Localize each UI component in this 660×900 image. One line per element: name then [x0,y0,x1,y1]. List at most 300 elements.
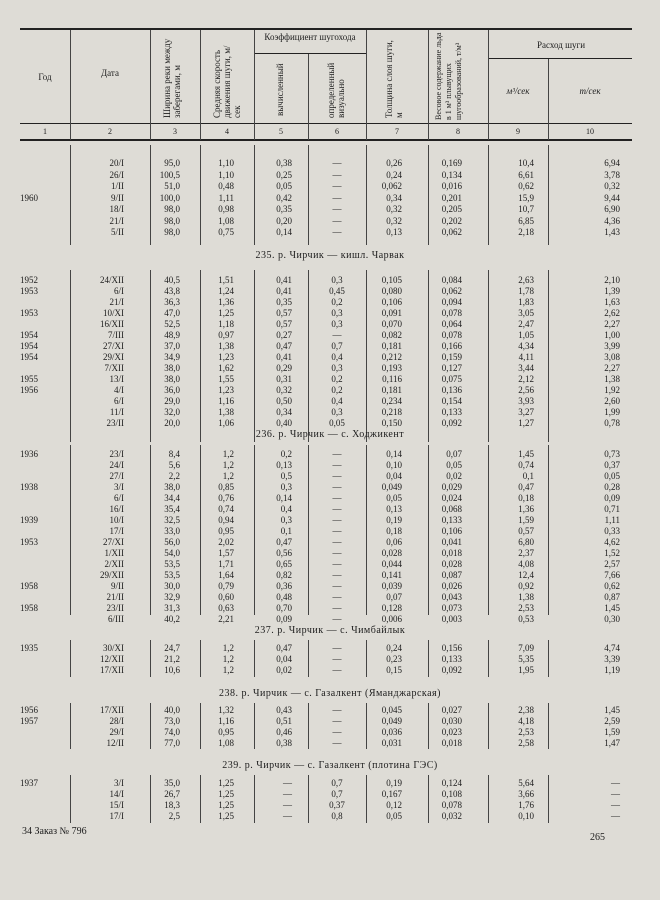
table-cell: 0,18 [386,526,402,536]
table-cell: — [332,471,342,481]
table-cell: 37,0 [164,341,180,351]
table-cell: 1,06 [218,418,234,428]
table-cell: — [332,727,342,737]
table-cell: 1953 [20,308,38,318]
table-cell: 0,3 [280,482,292,492]
table-cell: 0,32 [386,215,402,226]
section-title: 235. р. Чирчик — кишл. Чарвак [255,250,405,261]
column-number: 10 [586,127,594,136]
table-cell: 0,45 [329,286,345,296]
table-cell: 0,05 [386,493,402,503]
table-cell: 26/I [109,169,124,180]
table-cell: 2,53 [518,727,534,737]
table-cell: 1936 [20,449,38,459]
table-cell: 3,05 [518,308,534,318]
section-title: 238. р. Чирчик — с. Газалкент (Яманджарская) [219,688,441,699]
table-cell: 2,02 [218,537,234,547]
table-cell: 20/I [109,158,124,168]
table-cell: 1,2 [222,665,234,675]
table-cell: 3,99 [604,341,620,351]
header-flow-t: т/сек [579,86,601,96]
table-cell: 0,5 [280,471,292,481]
table-cell: 0,98 [218,204,234,214]
table-cell: 0,8 [331,811,343,821]
table-cell: 0,154 [441,396,462,406]
header-speed: Средняя скорость движения шуги, м/сек [212,45,242,118]
table-cell: 0,016 [441,181,462,191]
table-row [0,603,660,613]
header-coef-visual: определенный визуально [326,62,346,118]
table-cell: 0,094 [441,297,462,307]
table-cell: 1,25 [218,789,234,799]
table-cell: 1,78 [518,286,534,296]
table-cell: 0,133 [441,515,462,525]
table-cell: 1,99 [604,407,620,417]
header-weight: Весовое содержание льда в 1 м³ плывущих шугообразований, т/м³ [434,32,463,120]
table-cell: 0,029 [441,482,462,492]
table-cell: 1,95 [518,665,534,675]
table-cell: 1952 [20,275,38,285]
table-cell: 4,34 [518,341,534,351]
table-cell: 0,003 [441,614,462,624]
table-cell: 52,5 [164,319,180,329]
table-cell: 1/II [111,181,124,191]
table-row [0,705,660,715]
header-year: Год [38,72,52,82]
table-cell: 1,45 [518,449,534,459]
table-cell: 21,2 [164,654,180,664]
table-cell: 18,3 [164,800,180,810]
table-cell: 16/XII [100,319,124,329]
table-cell: 0,14 [276,227,292,237]
table-cell: 29,0 [164,396,180,406]
table-cell: 0,049 [381,482,402,492]
table-cell: 1,18 [218,319,234,329]
table-cell: 34,4 [164,493,180,503]
table-cell: 0,26 [386,158,402,168]
table-cell: — [332,449,342,459]
table-cell: — [332,158,342,168]
table-cell: — [283,778,292,788]
table-row [0,170,660,180]
table-cell: 0,028 [381,548,402,558]
column-number: 2 [108,127,112,136]
table-cell: 1,45 [604,705,620,715]
table-cell: 2,21 [218,614,234,624]
table-cell: 6/I [114,286,124,296]
section-title: 237. р. Чирчик — с. Чимбайлык [254,625,406,636]
header-divider [488,30,489,140]
page-number: 265 [590,832,605,843]
table-cell: — [332,581,342,591]
table-cell: 1,08 [218,738,234,748]
table-cell: — [611,800,620,810]
table-cell: 0,030 [441,716,462,726]
table-cell: 53,5 [164,559,180,569]
table-cell: — [332,614,342,624]
table-cell: 1953 [20,537,38,547]
table-cell: 0,57 [276,308,292,318]
table-cell: 3/I [114,778,124,788]
table-cell: 0,51 [276,716,292,726]
table-cell: 0,043 [441,592,462,602]
table-cell: 7/XII [104,363,124,373]
table-cell: 12,4 [518,570,534,580]
table-cell: 0,2 [280,449,292,459]
table-cell: 1,59 [518,515,534,525]
table-cell: 1,2 [222,460,234,470]
table-cell: 0,3 [331,308,343,318]
table-row [0,374,660,384]
table-row [0,800,660,810]
table-cell: 0,41 [276,275,292,285]
table-cell: 2,10 [604,275,620,285]
table-row [0,482,660,492]
header-divider [70,30,71,140]
table-cell: 5/II [111,227,124,237]
table-cell: 4,62 [604,537,620,547]
table-cell: 0,07 [446,449,462,459]
table-cell: 0,14 [276,493,292,503]
table-cell: 23/II [106,418,124,428]
table-row [0,537,660,547]
table-cell: 6,90 [604,204,620,214]
table-cell: 38,0 [164,374,180,384]
table-cell: 0,24 [386,169,402,180]
table-cell: 0,092 [441,418,462,428]
table-row [0,352,660,362]
table-cell: — [332,482,342,492]
table-row [0,504,660,514]
table-cell: 0,76 [218,493,234,503]
table-cell: 0,032 [441,811,462,821]
table-cell: 5,64 [518,778,534,788]
table-cell: 0,19 [386,515,402,525]
table-cell: — [332,227,342,237]
table-cell: 0,41 [276,352,292,362]
table-row [0,460,660,470]
table-cell: 0,150 [381,418,402,428]
table-cell: 0,031 [381,738,402,748]
column-number: 7 [395,127,399,136]
table-cell: 4,18 [518,716,534,726]
table-cell: 6/III [108,614,124,624]
table-row [0,216,660,226]
table-row [0,665,660,675]
table-cell: 0,049 [381,716,402,726]
table-cell: 1938 [20,482,38,492]
table-cell: 20,0 [164,418,180,428]
header-divider [366,30,367,140]
table-row [0,363,660,373]
table-cell: 0,080 [381,286,402,296]
table-cell: 10,6 [164,665,180,675]
footer-left: 34 Заказ № 796 [22,826,87,837]
table-cell: 0,35 [276,297,292,307]
table-row [0,341,660,351]
table-cell: 0,078 [441,308,462,318]
table-row [0,789,660,799]
table-cell: 6,94 [604,158,620,168]
table-cell: — [332,526,342,536]
table-cell: 2,47 [518,319,534,329]
table-cell: 53,5 [164,570,180,580]
table-cell: 1,36 [518,504,534,514]
table-cell: 18/I [109,204,124,214]
table-cell: 1,55 [218,374,234,384]
header-flow-m3: м³/сек [506,86,530,96]
table-cell: 3/I [114,482,124,492]
table-cell: 1958 [20,581,38,591]
table-cell: 1954 [20,341,38,351]
table-cell: 0,19 [386,778,402,788]
table-cell: 0,05 [329,418,345,428]
table-cell: 2,62 [604,308,620,318]
table-cell: 1,25 [218,308,234,318]
table-cell: 1,52 [604,548,620,558]
table-cell: 0,7 [331,778,343,788]
table-row [0,643,660,653]
table-cell: 0,62 [604,581,620,591]
table-cell: 1,64 [218,570,234,580]
table-cell: 0,018 [441,548,462,558]
table-cell: 17/I [109,811,124,821]
table-cell: 0,3 [331,407,343,417]
table-cell: 0,38 [276,158,292,168]
table-cell: 28/I [109,716,124,726]
table-cell: 0,07 [386,592,402,602]
table-cell: 0,062 [441,286,462,296]
table-cell: 0,3 [280,515,292,525]
table-cell: 0,18 [518,493,534,503]
table-cell: 0,116 [382,374,402,384]
table-cell: 0,30 [604,614,620,624]
table-cell: — [332,705,342,715]
table-cell: 0,044 [381,559,402,569]
table-cell: 29/XII [100,570,124,580]
table-cell: 0,062 [441,227,462,237]
table-cell: 6/I [114,493,124,503]
table-cell: 0,47 [276,341,292,351]
table-cell: — [332,169,342,180]
table-cell: 0,38 [276,738,292,748]
table-cell: 1,59 [604,727,620,737]
table-cell: 2,60 [604,396,620,406]
table-cell: 10/I [109,515,124,525]
column-number: 3 [173,127,177,136]
table-cell: 47,0 [164,308,180,318]
table-cell: 0,47 [276,537,292,547]
table-row [0,614,660,624]
table-cell: 74,0 [164,727,180,737]
table-cell: 26,7 [164,789,180,799]
table-cell: 0,47 [276,643,292,653]
table-cell: 24/I [109,460,124,470]
table-cell: 8,4 [168,449,180,459]
column-number: 1 [43,127,47,136]
table-cell: 3,44 [518,363,534,373]
table-cell: 2,27 [604,363,620,373]
table-cell: — [611,811,620,821]
table-cell: 27/XI [103,341,124,351]
table-row [0,581,660,591]
table-cell: 0,95 [218,727,234,737]
table-cell: 29/XI [103,352,124,362]
table-cell: 6,80 [518,537,534,547]
table-cell: 0,4 [280,504,292,514]
table-cell: 0,75 [218,227,234,237]
table-row [0,286,660,296]
table-cell: 4,74 [604,643,620,653]
table-cell: 1,39 [604,286,620,296]
table-cell: 1,2 [222,643,234,653]
table-cell: 1,10 [218,158,234,168]
table-cell: 0,106 [441,526,462,536]
table-row [0,449,660,459]
table-row [0,727,660,737]
header-coef-group: Коэффициент шугохода [264,32,356,42]
table-cell: — [332,204,342,214]
table-cell: 17/XII [100,665,124,675]
table-cell: 0,92 [518,581,534,591]
table-cell: 0,74 [518,460,534,470]
table-cell: — [332,515,342,525]
table-cell: 0,075 [441,374,462,384]
table-cell: 0,20 [276,215,292,226]
table-cell: 10,4 [518,158,534,168]
table-cell: 0,65 [276,559,292,569]
table-cell: — [332,548,342,558]
table-cell: 1,45 [604,603,620,613]
table-cell: 0,3 [331,319,343,329]
table-cell: 1,71 [218,559,234,569]
table-cell: 1,24 [218,286,234,296]
table-cell: 0,205 [441,204,462,214]
table-cell: 0,78 [604,418,620,428]
table-cell: 36,0 [164,385,180,395]
table-row [0,319,660,329]
table-cell: 10/XI [103,308,124,318]
table-cell: 12/XII [100,654,124,664]
table-cell: 0,024 [441,493,462,503]
table-cell: 1,38 [518,592,534,602]
table-cell: 7,66 [604,570,620,580]
table-cell: 9/II [111,192,124,203]
table-cell: 0,202 [441,215,462,226]
table-cell: 21/II [106,592,124,602]
table-cell: 0,078 [441,330,462,340]
table-row [0,418,660,428]
table-cell: 1,11 [604,515,620,525]
table-cell: 1955 [20,374,38,384]
table-cell: 0,37 [329,800,345,810]
column-number-rule [20,139,632,141]
table-cell: 9,44 [604,192,620,203]
table-cell: 1958 [20,603,38,613]
table-cell: 0,062 [381,181,402,191]
table-cell: 0,124 [441,778,462,788]
table-row [0,193,660,203]
table-cell: 0,33 [604,526,620,536]
table-cell: 15/I [109,800,124,810]
table-row [0,778,660,788]
table-cell: 0,006 [381,614,402,624]
table-cell: 0,53 [518,614,534,624]
table-cell: 0,48 [218,181,234,191]
table-cell: 0,023 [441,727,462,737]
table-cell: 1,2 [222,449,234,459]
table-cell: 1937 [20,778,38,788]
table-cell: 1,92 [604,385,620,395]
table-cell: 5,35 [518,654,534,664]
table-cell: 14/I [109,789,124,799]
table-cell: 0,32 [276,385,292,395]
table-cell: 1,05 [518,330,534,340]
table-cell: 0,43 [276,705,292,715]
table-cell: 0,7 [331,789,343,799]
table-cell: 2/XII [104,559,124,569]
table-cell: 0,13 [276,460,292,470]
table-cell: 0,12 [386,800,402,810]
table-cell: 2,38 [518,705,534,715]
table-cell: 21/I [109,215,124,226]
table-cell: — [332,643,342,653]
table-cell: 17/I [109,526,124,536]
table-cell: 1960 [20,192,38,203]
table-cell: 2,5 [168,811,180,821]
table-cell: 38,0 [164,482,180,492]
table-cell: 4,08 [518,559,534,569]
table-cell: 1,83 [518,297,534,307]
table-cell: 1957 [20,716,38,726]
table-cell: 1,11 [218,192,234,203]
table-cell: 0,27 [276,330,292,340]
table-cell: 0,57 [276,319,292,329]
table-cell: 1/XII [104,548,124,558]
table-cell: 0,63 [218,603,234,613]
table-cell: 4,36 [604,215,620,226]
table-cell: 0,71 [604,504,620,514]
section-title: 239. р. Чирчик — с. Газалкент (плотина ГЭС) [222,760,438,771]
table-cell: 3,08 [604,352,620,362]
table-cell: 0,05 [276,181,292,191]
table-cell: 0,091 [381,308,402,318]
column-number: 4 [225,127,229,136]
table-cell: 2,57 [604,559,620,569]
table-cell: 0,23 [386,654,402,664]
table-cell: — [332,192,342,203]
table-cell: 0,46 [276,727,292,737]
table-cell: — [332,654,342,664]
table-cell: 2,53 [518,603,534,613]
section-title: 236. р. Чирчик — с. Ходжикент [255,429,405,440]
table-cell: 23/I [109,449,124,459]
table-cell: 0,40 [276,418,292,428]
table-cell: 3,39 [604,654,620,664]
table-cell: 40,5 [164,275,180,285]
table-cell: 0,3 [331,363,343,373]
table-cell: 0,133 [441,407,462,417]
table-cell: 6/I [114,396,124,406]
table-cell: 3,66 [518,789,534,799]
table-cell: 7/III [108,330,124,340]
table-cell: 1954 [20,330,38,340]
table-cell: 0,50 [276,396,292,406]
table-cell: 0,159 [441,352,462,362]
table-cell: 0,41 [276,286,292,296]
table-cell: 2,56 [518,385,534,395]
table-cell: 1954 [20,352,38,362]
